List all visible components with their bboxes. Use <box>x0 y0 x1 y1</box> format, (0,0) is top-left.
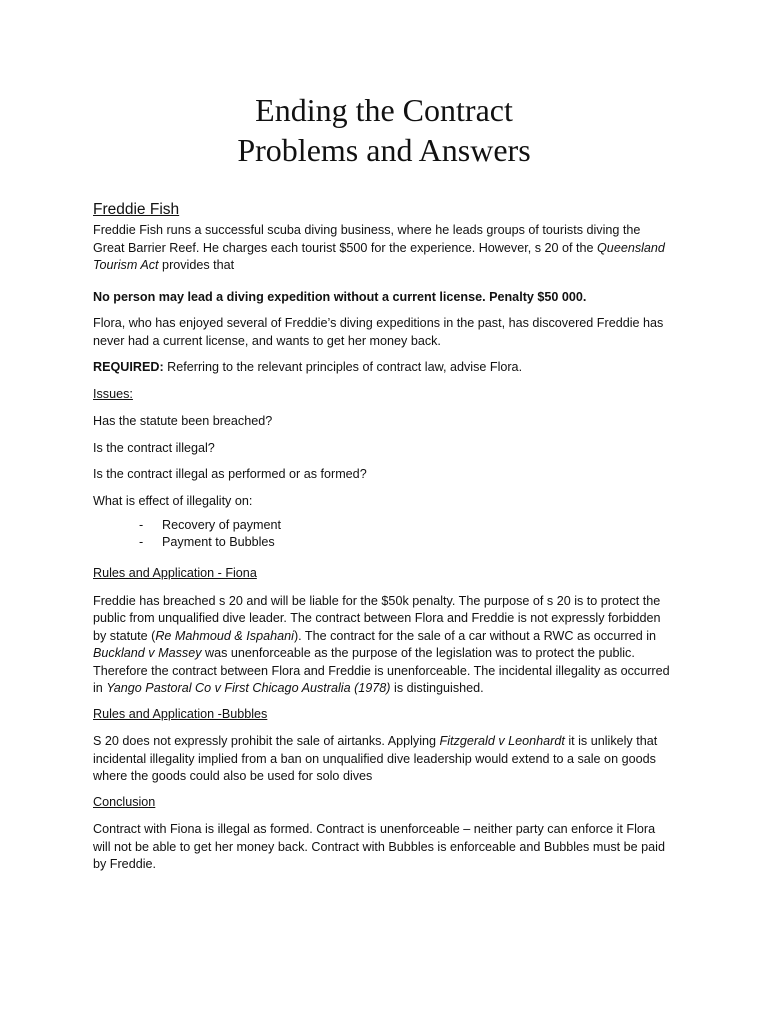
issue-question-1: Has the statute been breached? <box>93 414 273 428</box>
page-title <box>93 0 675 170</box>
fiona-paragraph: Freddie has breached s 20 and will be liable for the $50k penalty. The purpose of s 20 is to protect the public from unqualified dive leader. The contract between Flora and Freddie is not expressly forbidden by statute (Re Mahmoud & Ispahani). The contract for the sale of a car without a RWC as occurred in Buckland v Massey was unenforceable as the purpose of the legislation was to protect the public. Therefore the contract between Flora and Freddie is unenforceable. The incidental illegality as occurred in Yango Pastoral Co v First Chicago Australia (1978) is distinguished. <box>93 593 670 695</box>
case-citation: Buckland v Massey <box>93 646 202 660</box>
issue-question-3: Is the contract illegal as performed or as formed? <box>93 467 367 481</box>
act-name: Queensland Tourism Act <box>93 240 665 272</box>
list-item: - Recovery of payment <box>139 517 675 534</box>
issue-list <box>93 517 675 551</box>
case-citation: Fitzgerald v Leonhardt <box>439 734 565 748</box>
fiona-heading: Rules and Application - Fiona <box>93 566 257 580</box>
conclusion-paragraph: Contract with Fiona is illegal as formed. Contract is unenforceable – neither party can enforce it Flora will not be able to get her money back. Contract with Bubbles is enforceable and Bubbles must be paid by Freddie. <box>93 822 665 871</box>
statute-text: No person may lead a diving expedition without a current license. Penalty $50 000. <box>93 289 587 304</box>
title-line-1: Ending the Contract <box>255 92 513 128</box>
issues-heading: Issues: <box>93 386 133 401</box>
title-line-2: Problems and Answers <box>237 132 531 168</box>
conclusion-heading: Conclusion <box>93 794 156 809</box>
issue-question-2: Is the contract illegal? <box>93 440 215 455</box>
bubbles-heading: Rules and Application -Bubbles <box>93 706 268 721</box>
issue-question-4: What is effect of illegality on: <box>93 493 253 508</box>
case-citation: Yango Pastoral Co v First Chicago Australia (1978) <box>106 681 391 695</box>
case-citation: Re Mahmoud & Ispahani <box>155 628 294 643</box>
intro-paragraph: Freddie Fish runs a successful scuba diving business, where he leads groups of tourists diving the Great Barrier Reef. He charges each tourist $500 for the experience. However, s 20 of the Queensland Tourism Act provides that <box>93 223 665 272</box>
required-paragraph: REQUIRED: Referring to the relevant principles of contract law, advise Flora. <box>93 360 523 374</box>
section-heading: Freddie Fish <box>93 201 180 218</box>
bubbles-paragraph: S 20 does not expressly prohibit the sale of airtanks. Applying Fitzgerald v Leonhardt it is unlikely that incidental illegality implied from a ban on unqualified dive leadership would extend to a sale on goods where the goods could also be used for solo dives <box>93 734 658 783</box>
flora-paragraph: Flora, who has enjoyed several of Freddie’s diving expeditions in the past, has discovered Freddie has never had a current license, and wants to get her money back. <box>93 316 664 348</box>
list-item: - Payment to Bubbles <box>139 534 675 551</box>
